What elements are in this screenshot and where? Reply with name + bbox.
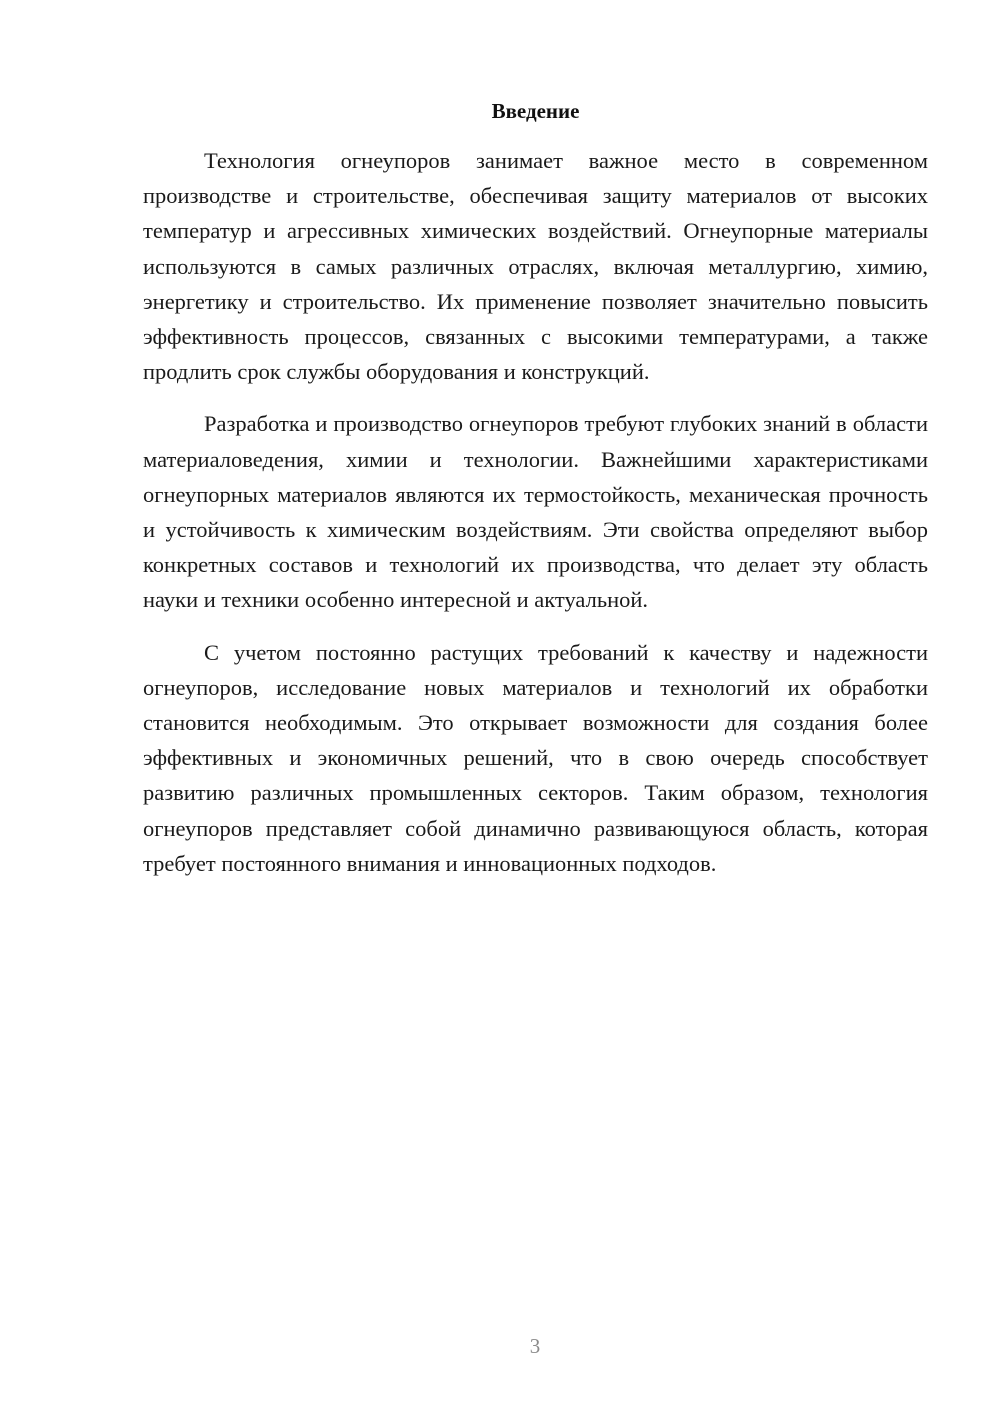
section-title: Введение [491, 99, 580, 123]
paragraph-2: Разработка и производство огнеупоров требуют глубоких знаний в области материаловедения, химии и технологии. Важнейшими характеристиками огнеупорных материалов являются их термостойкость, механическая прочность и устойчивость к химическим воздействиям. Эти свойства определяют выбор конкретных составов и технологий их производства, что делает эту область науки и техники особенно интересной и актуальной. [143, 411, 928, 613]
paragraph-3: С учетом постоянно растущих требований к качеству и надежности огнеупоров, исследование новых материалов и технологий их обработки становится необходимым. Это открывает возможности для создания более эффективных и экономичных решений, что в свою очередь способствует развитию различных промышленных секторов. Таким образом, технология огнеупоров представляет собой динамично развивающуюся область, которая требует постоянного внимания и инновационных подходов. [143, 639, 928, 876]
page-content [143, 96, 928, 898]
page-number: 3 [529, 1334, 541, 1358]
paragraph-1: Технология огнеупоров занимает важное место в современном производстве и строительстве, обеспечивая защиту материалов от высоких температур и агрессивных химических воздействий. Огнеупорные материалы используются в самых различных отраслях, включая металлургию, химию, энергетику и строительство. Их применение позволяет значительно повысить эффективность процессов, связанных с высокими температурами, а также продлить срок службы оборудования и конструкций. [143, 148, 928, 385]
